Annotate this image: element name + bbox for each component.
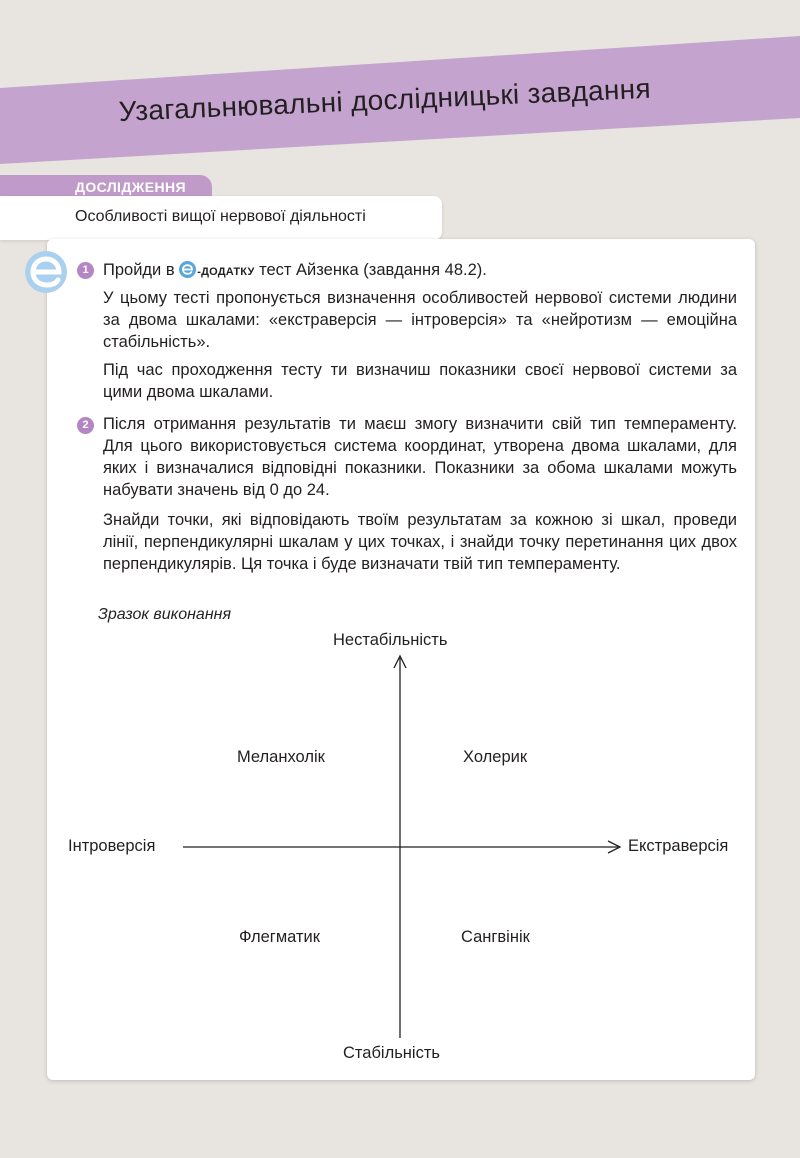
axis-label-top: Нестабільність [333,631,448,649]
task1-paragraph-2: Під час проходження тесту ти визначиш показники своєї нервової системи за цими двома шкалами. [103,361,737,401]
task1-paragraph-1: У цьому тесті пропонується визначення особливостей нервової системи людини за двома шкалами: «екстраверсія — інтроверсія» та «нейротизм — емоційна стабільність». [103,289,737,351]
section-subtitle: Особливості вищої нервової діяльності [75,208,366,225]
axis-label-bottom: Стабільність [343,1044,440,1062]
task1-intro-after: тест Айзенка (завдання 48.2). [254,261,487,279]
quadrant-choleric: Холерик [463,748,528,766]
section-tag: ДОСЛІДЖЕННЯ [75,179,186,195]
quadrant-sanguine: Сангвінік [461,928,530,946]
task-number-1: 1 [77,262,94,279]
task1-intro-before: Пройди в [103,261,180,279]
sample-label: Зразок виконання [98,606,231,623]
quadrant-melancholic: Меланхолік [237,748,325,766]
axis-label-right: Екстраверсія [628,837,729,855]
quadrant-phlegmatic: Флегматик [239,928,320,946]
axis-label-left: Інтроверсія [68,837,156,855]
task2-paragraph-1: Після отримання результатів ти маєш змогу визначити свій тип темпераменту. Для цього використовується система координат, утворена двома шкалами, для яких і визначалися відповідні показники. Показники за обома шкалами можуть набувати значень від 0 до 24. [103,415,737,499]
task-number-2: 2 [77,417,94,434]
task2-paragraph-2: Знайди точки, які відповідають твоїм результатам за кожною зі шкал, проведи лінії, перпендикулярні шкалам у цих точках, і знайди точку перетинання цих двох перпендикулярів. Ця точка і буде визначати твій тип темпераменту. [103,511,737,573]
page-title: Узагальнювальні дослідницькі завдання [118,72,652,127]
e-dodatok-link[interactable]: -ДОДАТКУ [197,266,255,278]
